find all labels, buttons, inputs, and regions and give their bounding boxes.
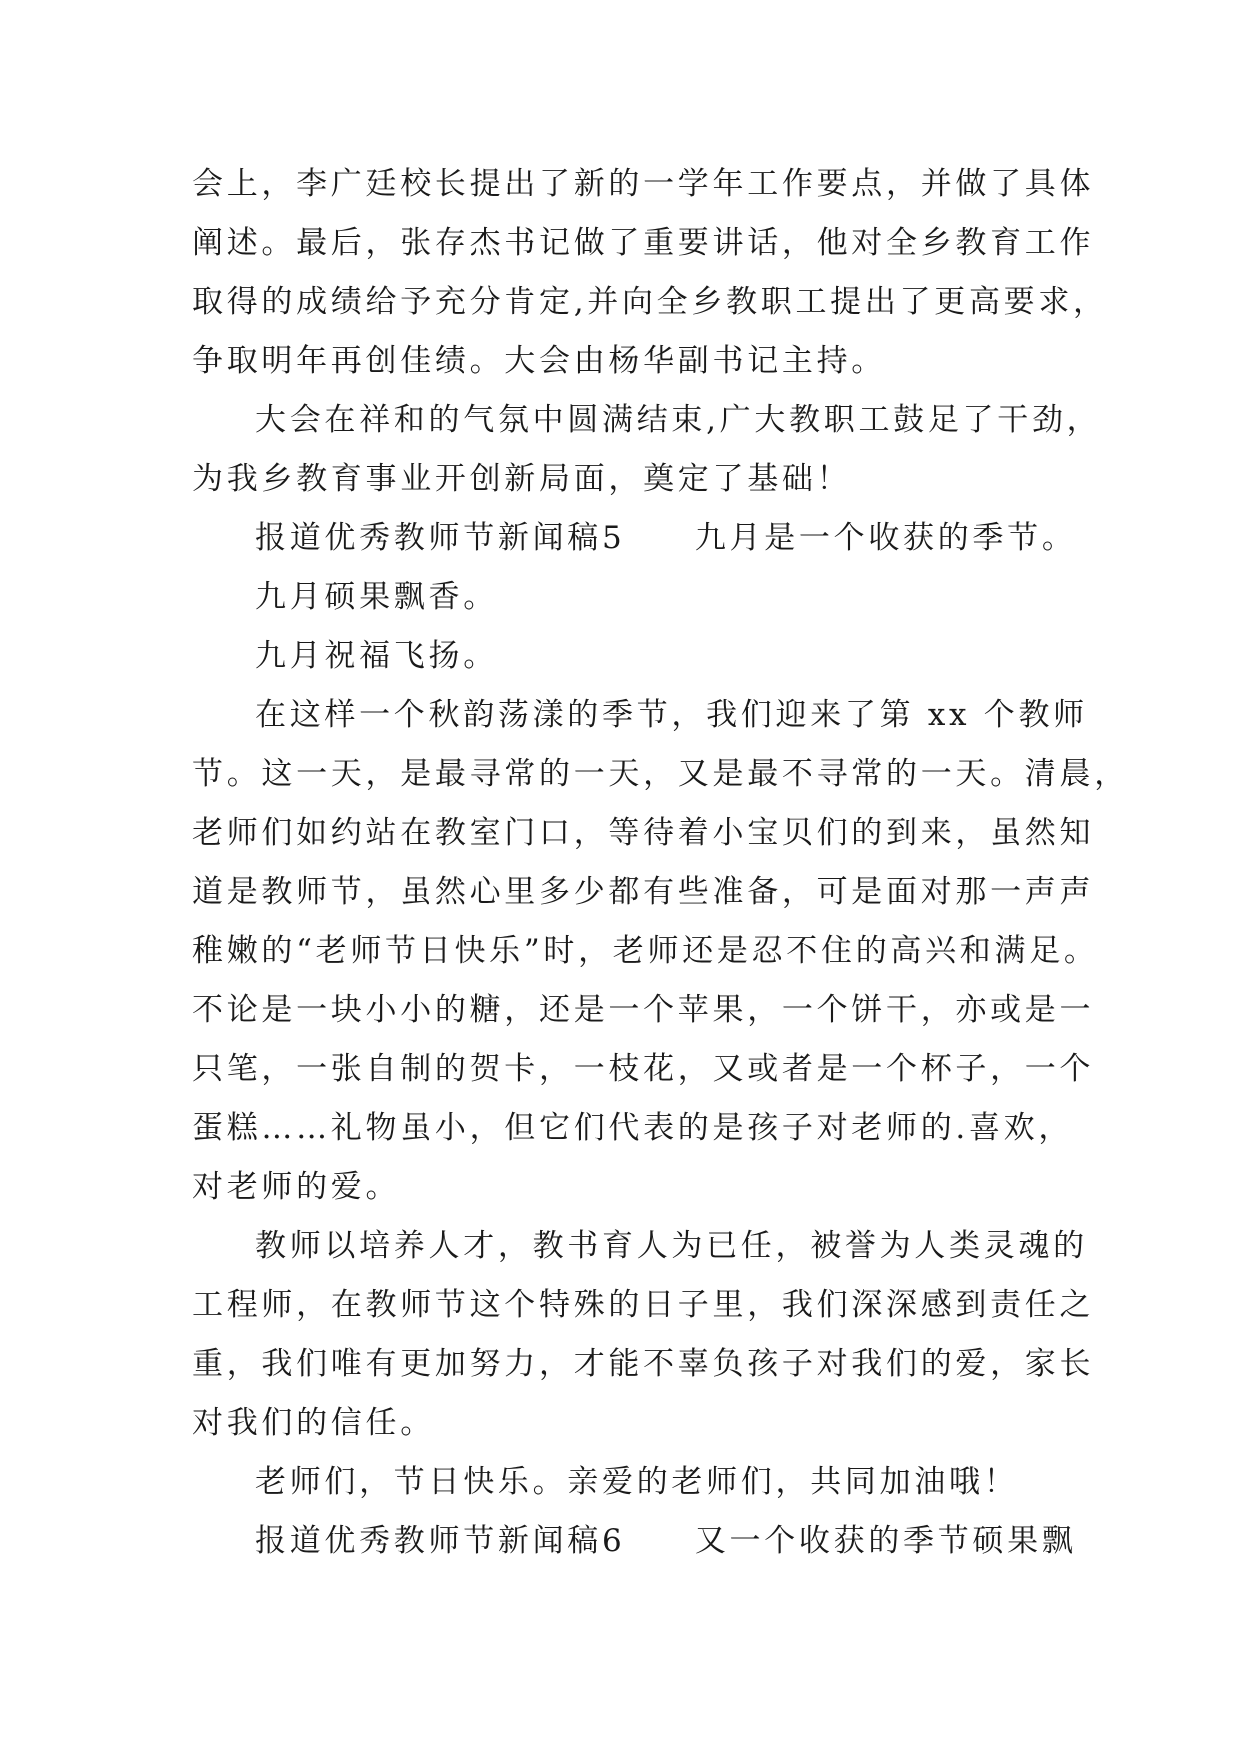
body-text-line: 对老师的爱。 [192,1169,401,1205]
body-text-line: 只笔，一张自制的贺卡，一枝花，又或者是一个杯子，一个 [192,1051,1095,1087]
paragraph-start-line: 在这样一个秋韵荡漾的季节，我们迎来了第 xx 个教师 [255,697,1088,733]
body-text-line: 稚嫩的“老师节日快乐”时，老师还是忍不住的高兴和满足。 [192,933,1099,969]
paragraph-start-line: 九月硕果飘香。 [255,579,498,615]
body-text-line: 老师们如约站在教室门口，等待着小宝贝们的到来，虽然知 [192,815,1095,851]
body-text-line: 重，我们唯有更加努力，才能不辜负孩子对我们的爱，家长 [192,1346,1095,1382]
article-heading-line: 报道优秀教师节新闻稿5 九月是一个收获的季节。 [255,520,1077,556]
body-text-line: 取得的成绩给予充分肯定,并向全乡教职工提出了更高要求， [192,284,1108,320]
body-text-line: 会上，李广廷校长提出了新的一学年工作要点，并做了具体 [192,166,1095,202]
body-text-line: 蛋糕……礼物虽小，但它们代表的是孩子对老师的.喜欢， [192,1110,1074,1146]
article-heading-line: 报道优秀教师节新闻稿6 又一个收获的季节硕果飘 [255,1523,1077,1559]
body-text-line: 争取明年再创佳绩。大会由杨华副书记主持。 [192,343,886,379]
body-text-line: 节。这一天，是最寻常的一天，又是最不寻常的一天。清晨， [192,756,1129,792]
body-text-line: 道是教师节，虽然心里多少都有些准备，可是面对那一声声 [192,874,1095,910]
body-text-line: 为我乡教育事业开创新局面，奠定了基础！ [192,461,852,497]
paragraph-start-line: 老师们，节日快乐。亲爱的老师们，共同加油哦！ [255,1464,1019,1500]
body-text-line: 阐述。最后，张存杰书记做了重要讲话，他对全乡教育工作 [192,225,1095,261]
paragraph-start-line: 教师以培养人才，教书育人为已任，被誉为人类灵魂的 [255,1228,1088,1264]
paragraph-start-line: 大会在祥和的气氛中圆满结束,广大教职工鼓足了干劲， [255,402,1102,438]
body-text-line: 工程师，在教师节这个特殊的日子里，我们深深感到责任之 [192,1287,1095,1323]
body-text-line: 不论是一块小小的糖，还是一个苹果，一个饼干，亦或是一 [192,992,1095,1028]
body-text-line: 对我们的信任。 [192,1405,435,1441]
paragraph-start-line: 九月祝福飞扬。 [255,638,498,674]
